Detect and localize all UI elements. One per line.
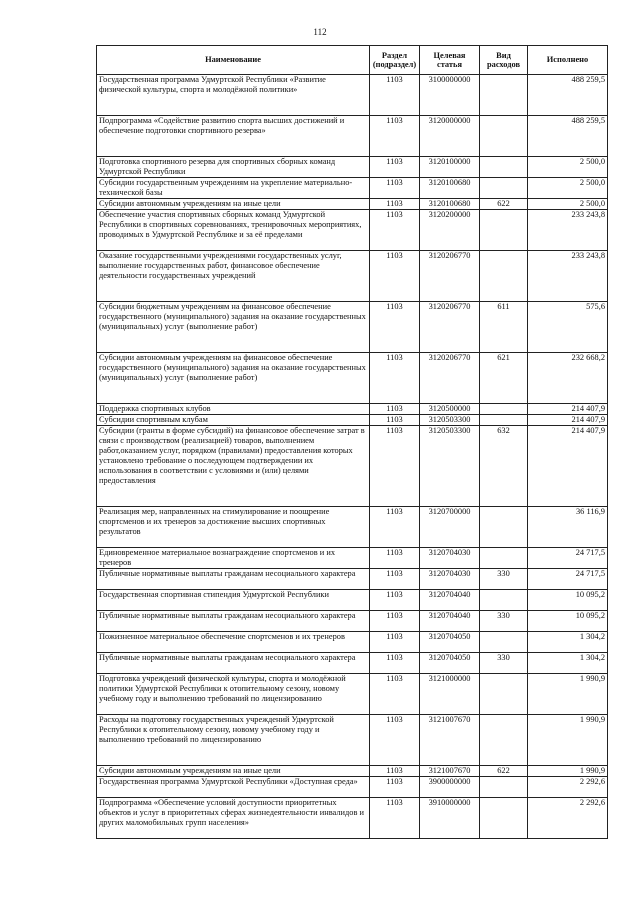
cell-name: Пожизненное материальное обеспечение спортсменов и их тренеров	[97, 632, 370, 653]
cell-type	[480, 548, 528, 569]
cell-section: 1103	[370, 116, 420, 157]
cell-executed: 2 500,0	[528, 178, 608, 199]
cell-type	[480, 75, 528, 116]
cell-article: 3120700000	[420, 507, 480, 548]
cell-type	[480, 404, 528, 415]
cell-section: 1103	[370, 632, 420, 653]
header-executed: Исполнено	[528, 46, 608, 75]
cell-executed: 36 116,9	[528, 507, 608, 548]
cell-executed: 1 990,9	[528, 674, 608, 715]
cell-section: 1103	[370, 157, 420, 178]
table-row	[97, 404, 608, 415]
cell-section: 1103	[370, 404, 420, 415]
cell-name: Подпрограмма «Обеспечение условий доступности приоритетных объектов и услуг в приоритетных сферах жизнедеятельности инвалидов и других маломобильных групп населения»	[97, 798, 370, 839]
cell-name: Поддержка спортивных клубов	[97, 404, 370, 415]
cell-section: 1103	[370, 590, 420, 611]
cell-executed: 1 990,9	[528, 766, 608, 777]
cell-name: Государственная программа Удмуртской Республики «Доступная среда»	[97, 777, 370, 798]
cell-article: 3100000000	[420, 75, 480, 116]
table-header-row	[97, 46, 608, 75]
budget-table	[96, 45, 608, 839]
cell-section: 1103	[370, 426, 420, 507]
cell-type	[480, 798, 528, 839]
header-type: Вид расходов	[480, 46, 528, 75]
cell-section: 1103	[370, 199, 420, 210]
header-name: Наименование	[97, 46, 370, 75]
cell-type: 622	[480, 766, 528, 777]
cell-type	[480, 251, 528, 302]
cell-type: 330	[480, 569, 528, 590]
cell-type	[480, 777, 528, 798]
cell-article: 3120500000	[420, 404, 480, 415]
cell-section: 1103	[370, 569, 420, 590]
cell-name: Обеспечение участия спортивных сборных команд Удмуртской Республики в спортивных соревнованиях, тренировочных мероприятиях, проводимых в Удмуртской Республике и за её пределами	[97, 210, 370, 251]
cell-executed: 2 500,0	[528, 157, 608, 178]
table-row	[97, 178, 608, 199]
cell-executed: 575,6	[528, 302, 608, 353]
cell-name: Единовременное материальное вознаграждение спортсменов и их тренеров	[97, 548, 370, 569]
cell-section: 1103	[370, 715, 420, 766]
cell-article: 3121000000	[420, 674, 480, 715]
cell-section: 1103	[370, 415, 420, 426]
cell-article: 3120100680	[420, 178, 480, 199]
cell-name: Подпрограмма «Содействие развитию спорта высших достижений и обеспечение подготовки спортивного резерва»	[97, 116, 370, 157]
cell-executed: 214 407,9	[528, 426, 608, 507]
cell-type	[480, 157, 528, 178]
cell-executed: 2 292,6	[528, 798, 608, 839]
cell-name: Субсидии спортивным клубам	[97, 415, 370, 426]
cell-section: 1103	[370, 353, 420, 404]
cell-name: Государственная программа Удмуртской Республики «Развитие физической культуры, спорта и молодёжной политики»	[97, 75, 370, 116]
header-article: Целевая статья	[420, 46, 480, 75]
cell-name: Подготовка спортивного резерва для спортивных сборных команд Удмуртской Республики	[97, 157, 370, 178]
cell-type: 632	[480, 426, 528, 507]
cell-type	[480, 178, 528, 199]
cell-name: Расходы на подготовку государственных учреждений Удмуртской Республики к отопительному сезону, новому учебному году и выполнению требований по лицензированию	[97, 715, 370, 766]
cell-type	[480, 715, 528, 766]
cell-article: 3120704050	[420, 653, 480, 674]
cell-section: 1103	[370, 548, 420, 569]
table-row	[97, 302, 608, 353]
table-row	[97, 353, 608, 404]
cell-article: 3120704030	[420, 569, 480, 590]
cell-executed: 24 717,5	[528, 548, 608, 569]
page-number: 112	[313, 27, 327, 37]
cell-article: 3120704040	[420, 611, 480, 632]
cell-type	[480, 590, 528, 611]
table-row	[97, 569, 608, 590]
cell-type	[480, 674, 528, 715]
cell-executed: 10 095,2	[528, 590, 608, 611]
table-row	[97, 632, 608, 653]
cell-section: 1103	[370, 507, 420, 548]
table-row	[97, 777, 608, 798]
cell-section: 1103	[370, 178, 420, 199]
cell-type	[480, 116, 528, 157]
cell-article: 3120206770	[420, 353, 480, 404]
table-row	[97, 798, 608, 839]
table-row	[97, 653, 608, 674]
cell-executed: 2 292,6	[528, 777, 608, 798]
cell-article: 3910000000	[420, 798, 480, 839]
cell-name: Государственная спортивная стипендия Удмуртской Республики	[97, 590, 370, 611]
cell-type: 330	[480, 653, 528, 674]
table-row	[97, 251, 608, 302]
header-section: Раздел (подраздел)	[370, 46, 420, 75]
table-row	[97, 507, 608, 548]
cell-executed: 214 407,9	[528, 415, 608, 426]
table-row	[97, 674, 608, 715]
cell-type	[480, 632, 528, 653]
cell-section: 1103	[370, 777, 420, 798]
cell-type: 622	[480, 199, 528, 210]
cell-type: 330	[480, 611, 528, 632]
cell-type	[480, 415, 528, 426]
cell-executed: 488 259,5	[528, 75, 608, 116]
cell-executed: 1 304,2	[528, 632, 608, 653]
cell-name: Публичные нормативные выплаты гражданам несоциального характера	[97, 569, 370, 590]
table-row	[97, 210, 608, 251]
cell-article: 3121007670	[420, 715, 480, 766]
cell-section: 1103	[370, 798, 420, 839]
cell-type	[480, 210, 528, 251]
cell-executed: 1 990,9	[528, 715, 608, 766]
table-row	[97, 415, 608, 426]
table-row	[97, 766, 608, 777]
cell-article: 3120503300	[420, 426, 480, 507]
cell-executed: 24 717,5	[528, 569, 608, 590]
cell-executed: 488 259,5	[528, 116, 608, 157]
cell-article: 3120704040	[420, 590, 480, 611]
cell-section: 1103	[370, 75, 420, 116]
cell-article: 3120200000	[420, 210, 480, 251]
cell-article: 3120100000	[420, 157, 480, 178]
cell-section: 1103	[370, 251, 420, 302]
cell-article: 3120503300	[420, 415, 480, 426]
cell-name: Реализация мер, направленных на стимулирование и поощрение спортсменов и их тренеров за достижение высших спортивных результатов	[97, 507, 370, 548]
cell-executed: 233 243,8	[528, 210, 608, 251]
cell-name: Подготовка учреждений физической культуры, спорта и молодёжной политики Удмуртской Республики к отопительному сезону, новому учебному году и выполнению требований по лицензированию	[97, 674, 370, 715]
cell-article: 3120704050	[420, 632, 480, 653]
table-row	[97, 426, 608, 507]
cell-type: 621	[480, 353, 528, 404]
cell-executed: 232 668,2	[528, 353, 608, 404]
cell-name: Субсидии автономным учреждениям на иные цели	[97, 199, 370, 210]
cell-name: Субсидии государственным учреждениям на укрепление материально-технической базы	[97, 178, 370, 199]
table-row	[97, 611, 608, 632]
cell-type: 611	[480, 302, 528, 353]
cell-section: 1103	[370, 766, 420, 777]
cell-section: 1103	[370, 674, 420, 715]
cell-section: 1103	[370, 210, 420, 251]
cell-article: 3900000000	[420, 777, 480, 798]
cell-name: Публичные нормативные выплаты гражданам несоциального характера	[97, 611, 370, 632]
table-row	[97, 548, 608, 569]
cell-type	[480, 507, 528, 548]
cell-name: Публичные нормативные выплаты гражданам несоциального характера	[97, 653, 370, 674]
cell-name: Субсидии автономным учреждениям на финансовое обеспечение государственного (муниципального) задания на оказание государственных (муниципальных) услуг (выполнение работ)	[97, 353, 370, 404]
cell-article: 3121007670	[420, 766, 480, 777]
table-row	[97, 590, 608, 611]
table-row	[97, 157, 608, 178]
table-row	[97, 75, 608, 116]
cell-name: Субсидии (гранты в форме субсидий) на финансовое обеспечение затрат в связи с производством (реализацией) товаров, выполнением работ,оказанием услуг, порядком (правилами) предоставления которых установлено требование о последующем подтверждении их использования в соответствии с условиями и (или) целями предоставления	[97, 426, 370, 507]
cell-article: 3120000000	[420, 116, 480, 157]
cell-executed: 1 304,2	[528, 653, 608, 674]
table-row	[97, 199, 608, 210]
cell-section: 1103	[370, 653, 420, 674]
cell-section: 1103	[370, 611, 420, 632]
cell-article: 3120100680	[420, 199, 480, 210]
cell-section: 1103	[370, 302, 420, 353]
table-row	[97, 715, 608, 766]
cell-executed: 2 500,0	[528, 199, 608, 210]
cell-name: Оказание государственными учреждениями государственных услуг, выполнение государственных работ, финансовое обеспечение деятельности государственных учреждений	[97, 251, 370, 302]
cell-article: 3120206770	[420, 251, 480, 302]
cell-article: 3120704030	[420, 548, 480, 569]
cell-executed: 214 407,9	[528, 404, 608, 415]
cell-article: 3120206770	[420, 302, 480, 353]
cell-executed: 233 243,8	[528, 251, 608, 302]
table-row	[97, 116, 608, 157]
cell-name: Субсидии автономным учреждениям на иные цели	[97, 766, 370, 777]
cell-executed: 10 095,2	[528, 611, 608, 632]
cell-name: Субсидии бюджетным учреждениям на финансовое обеспечение государственного (муниципального) задания на оказание государственных (муниципальных) услуг (выполнение работ)	[97, 302, 370, 353]
